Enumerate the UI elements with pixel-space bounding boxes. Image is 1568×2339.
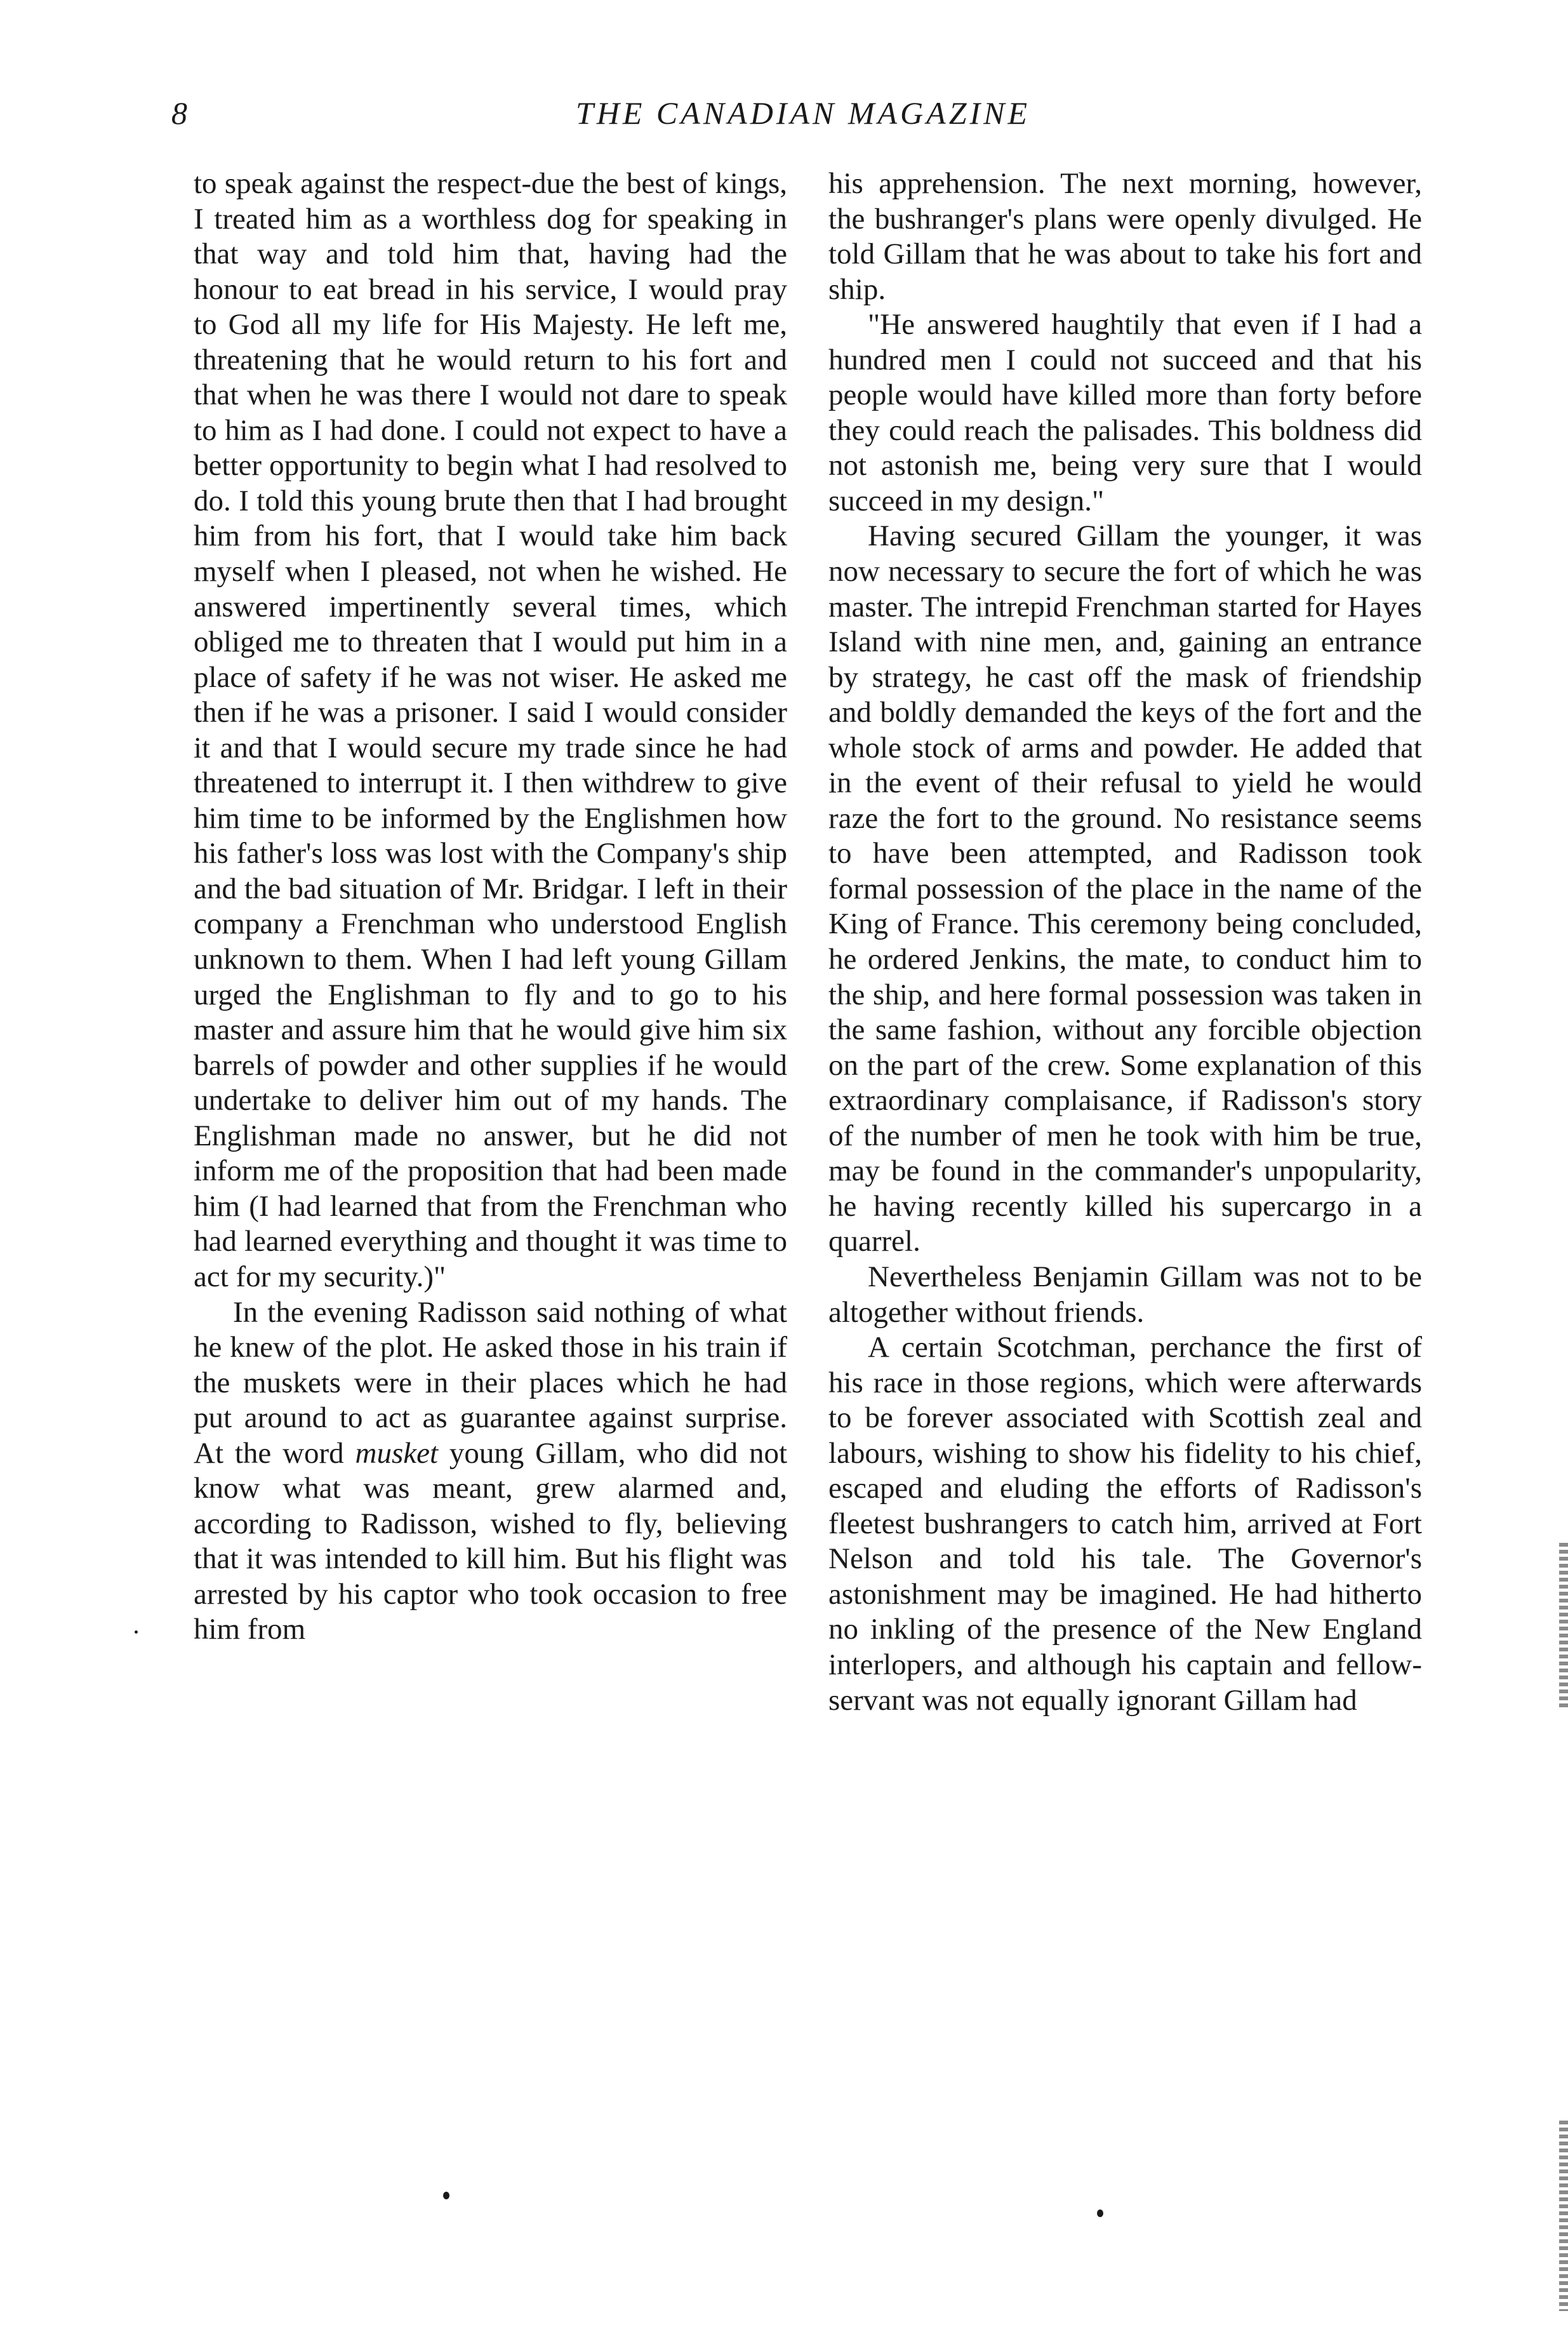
- left-paragraph-2-text-b: young Gillam, who did not know what was meant, grew alarmed and, according to Radisson, wished to fly, believing that it was intended to kill him. But his flight was arrested by his captor who took occasion to free him from: [194, 1436, 787, 1646]
- left-column: [194, 166, 787, 1648]
- page-number: 8: [171, 95, 187, 131]
- footer-dot-right: [1097, 2209, 1103, 2217]
- page-edge-mark-lower: [1559, 2121, 1568, 2311]
- left-paragraph-2: [194, 1295, 787, 1648]
- right-paragraph-4: Nevertheless Benjamin Gillam was not to be altogether without friends.: [828, 1260, 1422, 1329]
- page-edge-mark-upper: [1559, 1543, 1568, 1708]
- margin-speck: [135, 1630, 138, 1634]
- right-paragraph-5: A certain Scotchman, perchance the first of his race in those regions, which were afterwards to be forever associated with Scottish zeal and labours, wishing to show his fidelity to his chief, escaped and eluding the efforts of Radisson's fleetest bushrangers to catch him, arrived at Fort Nelson and told his tale. The Governor's astonishment may be imagined. He had hitherto no inkling of the presence of the New England interlopers, and although his captain and fellow-servant was not equally ignorant Gillam had: [828, 1331, 1422, 1717]
- right-paragraph-3: Having secured Gillam the younger, it was now necessary to secure the fort of which he was master. The intrepid Frenchman started for Hayes Island with nine men, and, gaining an entrance by strategy, he cast off the mask of friendship and boldly demanded the keys of the fort and the whole stock of arms and powder. He added that in the event of their refusal to yield he would raze the fort to the ground. No resistance seems to have been attempted, and Radisson took formal possession of the place in the name of the King of France. This ceremony being concluded, he ordered Jenkins, the mate, to conduct him to the ship, and here formal possession was taken in the same fashion, without any forcible objection on the part of the crew. Some explanation of this extraordinary complaisance, if Radisson's story of the number of men he took with him be true, may be found in the commander's unpopularity, he having recently killed his supercargo in a quarrel.: [828, 519, 1422, 1258]
- footer-dot-left: [443, 2192, 449, 2199]
- left-paragraph-1: to speak against the respect-due the best of kings, I treated him as a worthless dog for speaking in that way and told him that, having had the honour to eat bread in his service, I would pray to God all my life for His Majesty. He left me, threatening that he would return to his fort and that when he was there I would not dare to speak to him as I had done. I could not expect to have a better opportunity to begin what I had resolved to do. I told this young brute then that I had brought him from his fort, that I would take him back myself when I pleased, not when he wished. He answered impertinently several times, which obliged me to threaten that I would put him in a place of safety if he was not wiser. He asked me then if he was a prisoner. I said I would consider it and that I would secure my trade since he had threatened to interrupt it. I then withdrew to give him time to be informed by the Englishmen how his father's loss was lost with the Company's ship and the bad situation of Mr. Bridgar. I left in their company a Frenchman who understood English unknown to them. When I had left young Gillam urged the Englishman to fly and to go to his master and assure him that he would give him six barrels of powder and other supplies if he would undertake to deliver him out of my hands. The Englishman made no answer, but he did not inform me of the proposition that had been made him (I had learned that from the Frenchman who had learned everything and thought it was time to act for my security.)": [194, 167, 787, 1293]
- left-paragraph-2-text-a: In the evening Radisson said nothing of what he knew of the plot. He asked those in his train if the muskets were in their places which he had put around to act as guarantee against surprise. At the word: [194, 1295, 787, 1470]
- page-header: [171, 88, 1435, 138]
- right-column: [828, 166, 1422, 1718]
- right-paragraph-1: his apprehension. The next morning, however, the bushranger's plans were openly divulged. He told Gillam that he was about to take his fort and ship.: [828, 167, 1422, 306]
- italic-word-musket: musket: [355, 1436, 439, 1470]
- right-paragraph-2: "He answered haughtily that even if I had a hundred men I could not succeed and that his people would have killed more than forty before they could reach the palisades. This boldness did not astonish me, being very sure that I would succeed in my design.": [828, 308, 1422, 517]
- running-head: THE CANADIAN MAGAZINE: [575, 95, 1031, 131]
